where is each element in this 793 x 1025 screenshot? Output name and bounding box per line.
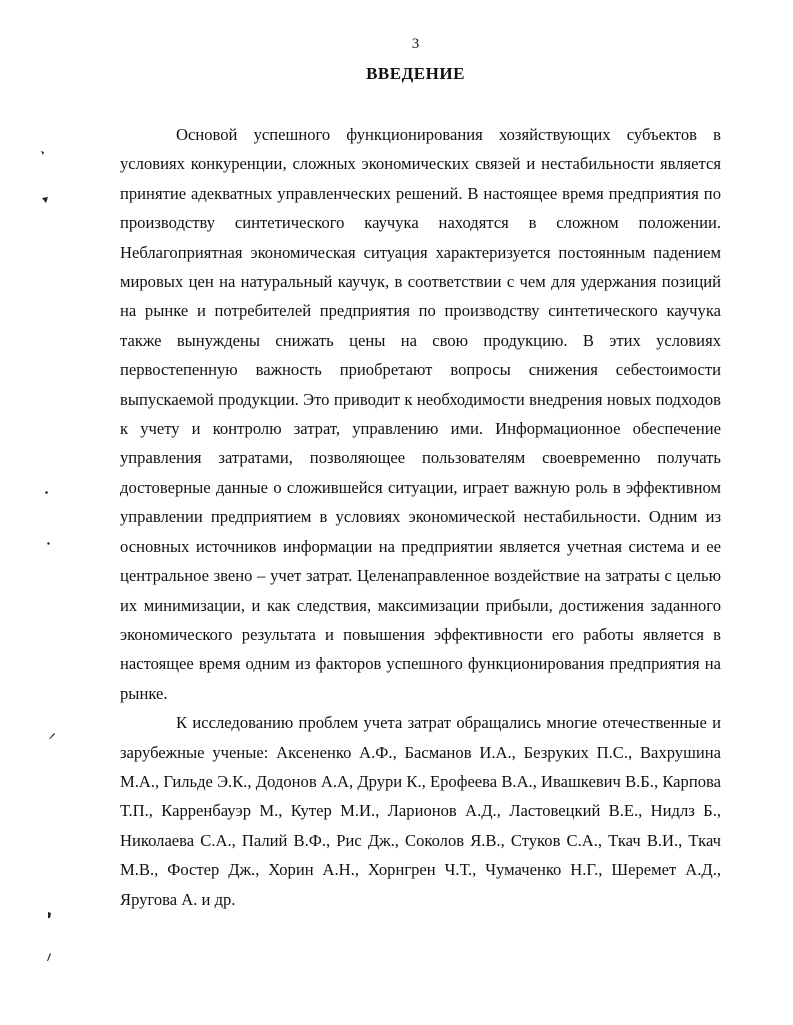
scan-mark-6 <box>47 912 53 918</box>
scan-mark-5 <box>48 732 54 738</box>
scan-mark-4 <box>46 541 52 547</box>
paragraph-intro: Основой успешного функционирования хозяйствующих субъектов в условиях конкуренции, сложных экономических связей и нестабильности является принятие адекватных управленческих решений. В настоящее время предприятия по производству синтетического каучука находятся в сложном положении. Неблагоприятная экономическая ситуация характеризуется постоянным падением мировых цен на натуральный каучук, в соответствии с чем для удержания позиций на рынке и потребителей предприятия по производству синтетического каучука также вынуждены снижать цены на свою продукцию. В этих условиях первостепенную важность приобретают вопросы снижения себестоимости выпускаемой продукции. Это приводит к необходимости внедрения новых подходов к учету и контролю затрат, управлению ими. Информационное обеспечение управления затратами, позволяющее пользователям своевременно получать достоверные данные о сложившейся ситуации, играет важную роль в эффективном управлении предприятием в условиях экономической нестабильности. Одним из основных источников информации на предприятии является учетная система и ее центральное звено – учет затрат. Целенаправленное воздействие на затраты с целью их минимизации, и как следствия, максимизации прибыли, достижения заданного экономического результата и повышения эффективности его работы является в настоящее время одним из факторов успешного функционирования предприятия на рынке. <box>120 125 721 703</box>
paragraph-researchers: К исследованию проблем учета затрат обращались многие отечественные и зарубежные ученые: Аксененко А.Ф., Басманов И.А., Безруких П.С., Вахрушина М.А., Гильде Э.К., Додонов А.А, Друри К., Ерофеева В.А., Ивашкевич В.Б., Карпова Т.П., Карренбауэр М., Кутер М.И., Ларионов А.Д., Ластовецкий В.Е., Нидлз Б., Николаева С.А., Палий В.Ф., Рис Дж., Соколов Я.В., Стуков С.А., Ткач В.И., Ткач М.В., Фостер Дж., Хорин А.Н., Хорнгрен Ч.Т., Чумаченко Н.Г., Шеремет А.Д., Яругова А. и др. <box>120 713 721 909</box>
scan-mark-3 <box>44 490 50 496</box>
scan-mark-1 <box>40 150 46 156</box>
scan-mark-7 <box>46 953 52 959</box>
section-heading: ВВЕДЕНИЕ <box>366 64 465 83</box>
scan-mark-2 <box>42 196 48 202</box>
body-text <box>120 120 721 914</box>
page-number: 3 <box>411 36 420 52</box>
